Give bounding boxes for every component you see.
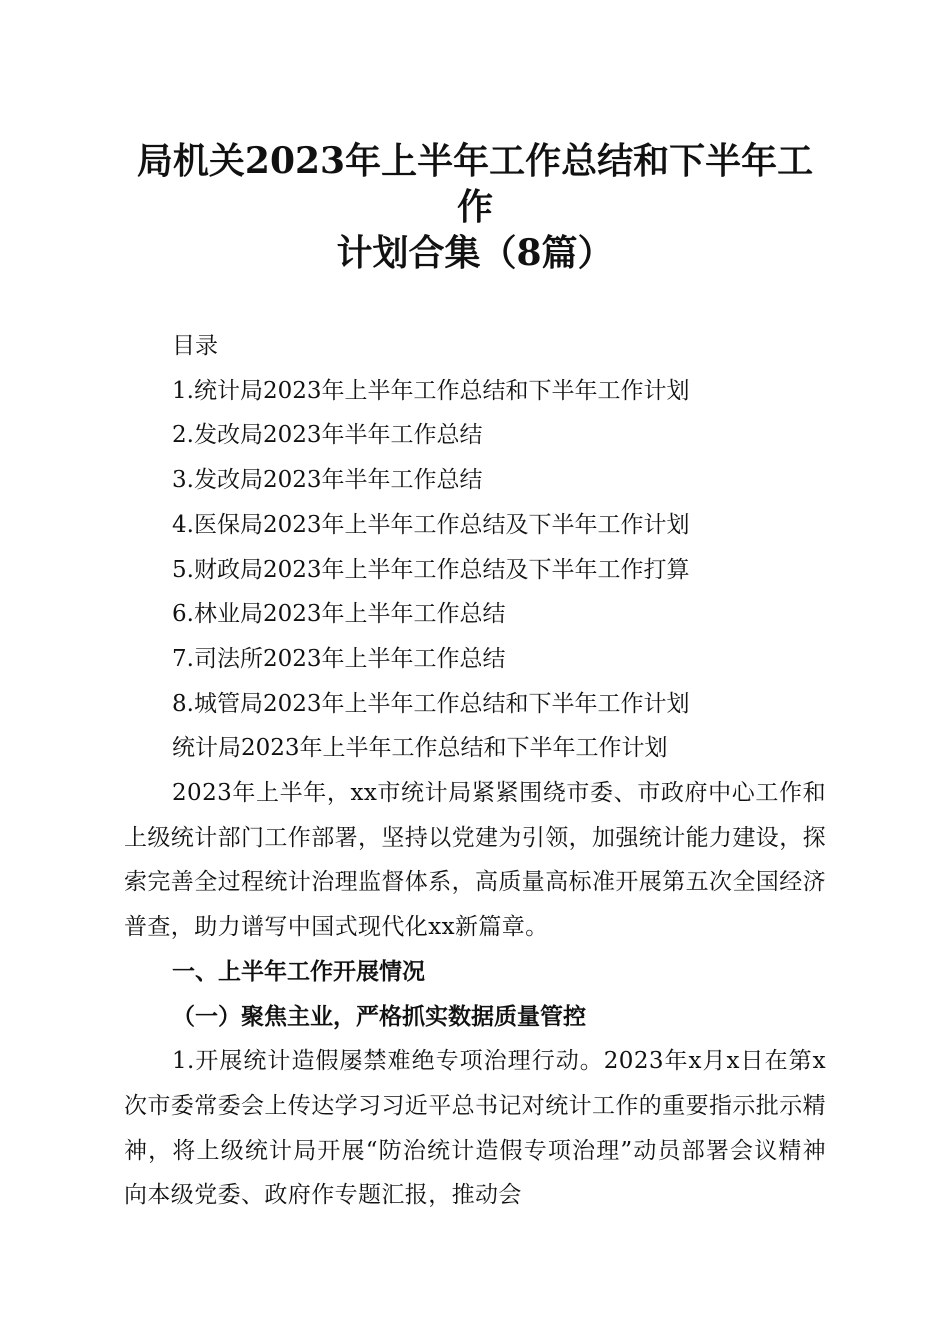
article-title: 统计局2023年上半年工作总结和下半年工作计划 xyxy=(172,735,668,762)
toc-item-7: 7.司法所2023年上半年工作总结 xyxy=(172,645,506,672)
section-heading-1: 一、上半年工作开展情况 xyxy=(172,958,425,985)
toc-item-2: 2.发改局2023年半年工作总结 xyxy=(172,422,483,449)
toc-heading: 目录 xyxy=(172,333,218,359)
toc-item-6: 6.林业局2023年上半年工作总结 xyxy=(172,601,506,628)
toc-item-1: 1.统计局2023年上半年工作总结和下半年工作计划 xyxy=(172,377,690,404)
document-title xyxy=(124,138,826,276)
toc-item-4: 4.医保局2023年上半年工作总结及下半年工作计划 xyxy=(172,511,690,538)
subsection-heading-1: （一）聚焦主业，严格抓实数据质量管控 xyxy=(172,1002,586,1030)
title-line-2: 计划合集（8篇） xyxy=(336,232,614,274)
toc-item-8: 8.城管局2023年上半年工作总结和下半年工作计划 xyxy=(172,690,690,717)
table-of-contents xyxy=(124,324,826,726)
item-1-paragraph: 1.开展统计造假屡禁难绝专项治理行动。2023年x月x日在第x次市委常委会上传达学习习近平总书记对统计工作的重要指示批示精神，将上级统计局开展“防治统计造假专项治理”动员部署会议精神向本级党委、政府作专题汇报，推动会 xyxy=(124,1048,826,1209)
toc-item-5: 5.财政局2023年上半年工作总结及下半年工作打算 xyxy=(172,556,690,583)
intro-paragraph: 2023年上半年，xx市统计局紧紧围绕市委、市政府中心工作和上级统计部门工作部署，坚持以党建为引领，加强统计能力建设，探索完善全过程统计治理监督体系，高质量高标准开展第五次全国经济普查，助力谱写中国式现代化xx新篇章。 xyxy=(124,780,826,941)
title-line-1: 局机关2023年上半年工作总结和下半年工作 xyxy=(136,140,814,228)
toc-item-3: 3.发改局2023年半年工作总结 xyxy=(172,467,483,494)
